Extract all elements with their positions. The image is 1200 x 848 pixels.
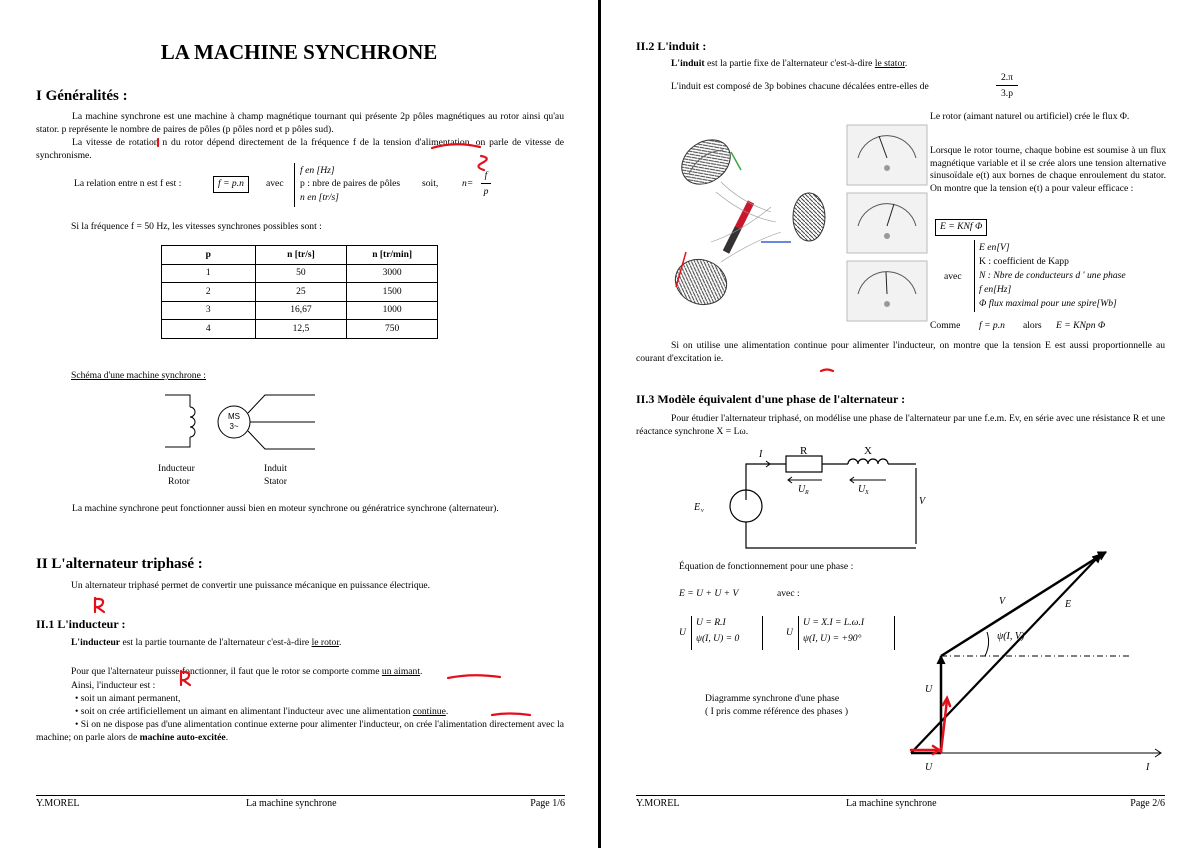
schema-inducteur-label: Inducteur bbox=[158, 463, 195, 474]
paragraph-generalites-2: La vitesse de rotation n du rotor dépend directement de la fréquence f de la tension d'alimentation, on parle de vitesse de synchronisme. bbox=[36, 137, 564, 161]
phase-shift-denominator: 3.p bbox=[1001, 88, 1013, 99]
kapp-def-e: E en[V] bbox=[979, 242, 1010, 253]
bullet-auto-excitee: • Si on ne dispose pas d'une alimentation continue externe pour alimenter l'inducteur, on crée l'alimentation directement avec la machine; on parle alors de machine auto-excitée. bbox=[36, 719, 564, 743]
circuit-ux-label: U bbox=[858, 484, 866, 495]
comme-alors: alors bbox=[1023, 320, 1042, 331]
table-cell: 1000 bbox=[347, 301, 438, 320]
relation-label: La relation entre n est f est : bbox=[74, 178, 182, 189]
equation-ur-1: U = R.I bbox=[696, 617, 726, 628]
relation-formula: f = p.n bbox=[213, 176, 249, 193]
equation-avec: avec : bbox=[777, 588, 800, 599]
circuit-current-label: I bbox=[759, 449, 763, 460]
paragraph-rotor-tourne: Lorsque le rotor tourne, chaque bobine est soumise à un flux magnétique variable et il se crée alors une tension alternative sinusoïdale e(t) aux bornes de chaque enroulement du stator. On montre que la tension e(t) a pour valeur efficace : bbox=[930, 145, 1166, 194]
relation-fraction-den: p bbox=[483, 186, 489, 197]
relation-def-n: n en [tr/s] bbox=[300, 192, 339, 203]
kapp-def-k: K : coefficient de Kapp bbox=[979, 256, 1069, 267]
kapp-def-n: N : Nbre de conducteurs d ' une phase bbox=[979, 270, 1126, 281]
bullet-alimentation-continue: • soit on crée artificiellement un aimant en alimentant l'inducteur avec une alimentation continue. bbox=[75, 706, 449, 717]
frequency-sentence: Si la fréquence f = 50 Hz, les vitesses synchrones possibles sont : bbox=[71, 221, 322, 232]
kapp-avec: avec bbox=[944, 271, 962, 282]
section-2-heading: II L'alternateur triphasé : bbox=[36, 556, 203, 572]
section-2-3-heading: II.3 Modèle équivalent d'une phase de l'alternateur : bbox=[636, 392, 906, 406]
footer-page-number: Page 1/6 bbox=[530, 798, 565, 809]
page-title: LA MACHINE SYNCHRONE bbox=[160, 40, 438, 64]
page-2: II.2 L'induit : L'induit est la partie fixe de l'alternateur c'est-à-dire le stator. L'induit est composé de 3p bobines chacune décalées entre-elles de 2.π 3.p Le rotor (aimant naturel ou artificiel) crée le flux Φ. Lorsque le rotor tourne, chaque bobine est soumise à un flux magnétique variable et il se crée alors une tension alternative sinusoïdale e(t) aux bornes de chaque enroulement du stator. On montre que la tension e(t) a pour valeur efficace : E = KNf Φ avec E en[V] K : coefficient de Kapp N : Nbre de conducteurs d ' une phase f en[Hz] Φ flux maximal pour une spire[Wb] Comme f = p.n alors E = KNpn Φ Si on utilise une alimentation continue pour alimenter l'inducteur, on montre que la tension E est aussi proportionnelle au courant d'excitation ie. II.3 Modèle équivalent d'une phase de l'alternateur : Pour étudier l'alternateur triphasé, on modélise une phase de l'alternateur par une f.e.m. Ev, en série avec une résistance R et une réactance synchrone X = Lω. I R X U R U X E v V Équation de fonctionnement pour une phase : E = U + U + V avec : U U = R.I ψ(I, U) = 0 U U = X.I = L.ω.I ψ(I, U) = +90° Diagramme synchrone d'une phase ( I pris comme référence des phases ) V E ψ(I, V) U U I Y.MOREL La machine synchrone Page 2/6 bbox=[601, 0, 1200, 848]
kapp-def-f: f en[Hz] bbox=[979, 284, 1012, 295]
comme-e-formula: E = KNpn Φ bbox=[1056, 320, 1106, 331]
paragraph-rotor-flux: Le rotor (aimant naturel ou artificiel) crée le flux Φ. bbox=[930, 111, 1130, 122]
table-cell: 1500 bbox=[347, 283, 438, 302]
table-header-p: p bbox=[162, 246, 256, 265]
comme-label: Comme bbox=[930, 320, 961, 331]
paragraph-alternateur: Un alternateur triphasé permet de convertir une puissance mécanique en puissance électrique. bbox=[71, 580, 431, 591]
schema-title: Schéma d'une machine synchrone : bbox=[71, 370, 206, 381]
table-cell: 4 bbox=[162, 320, 256, 339]
phasor-v-label: V bbox=[999, 596, 1006, 607]
bullet-3-text: • Si on ne dispose pas d'une alimentation continue externe pour alimenter l'inducteur, on crée l'alimentation directement avec la machine; on parle alors de bbox=[36, 719, 564, 743]
term-inducteur: L'inducteur bbox=[71, 637, 121, 648]
circuit-r-label: R bbox=[800, 445, 808, 457]
bullet-2-text: • soit on crée artificiellement un aimant en alimentant l'inducteur avec une alimentation bbox=[75, 706, 413, 717]
table-cell: 3 bbox=[162, 301, 256, 320]
phasor-e-label: E bbox=[1065, 599, 1072, 610]
equation-main: E = U + U + V bbox=[679, 588, 739, 599]
svg-text:R: R bbox=[805, 490, 809, 496]
svg-text:v: v bbox=[701, 508, 704, 514]
footer-title: La machine synchrone bbox=[846, 798, 937, 809]
schema-stator-label: Stator bbox=[264, 476, 287, 487]
induit-def-text: est la partie fixe de l'alternateur c'est-à-dire bbox=[704, 58, 875, 69]
paragraph-ainsi: Ainsi, l'inducteur est : bbox=[71, 680, 156, 691]
relation-fraction-num: f bbox=[481, 170, 491, 184]
svg-text:X: X bbox=[865, 490, 869, 496]
schema-rotor-label: Rotor bbox=[168, 476, 190, 487]
phasor-ur-label: U bbox=[925, 762, 933, 773]
term-auto-excitee: machine auto-excitée bbox=[139, 731, 226, 743]
relation-def-f: f en [Hz] bbox=[300, 165, 335, 176]
diagram-title: Diagramme synchrone d'une phase bbox=[705, 693, 840, 704]
paragraph-alimentation-continue: Si on utilise une alimentation continue pour alimenter l'inducteur, on montre que la tension E est aussi proportionnelle au courant d'excitation ie. bbox=[636, 340, 1165, 364]
aimant-text: Pour que l'alternateur puisse fonctionner, il faut que le rotor se comporte comme bbox=[71, 666, 382, 677]
schema-ms-label: MS bbox=[228, 412, 240, 421]
term-aimant: un aimant bbox=[381, 666, 421, 677]
phasor-angle-label: ψ(I, V) bbox=[997, 631, 1025, 642]
handwritten-annotations bbox=[0, 0, 598, 848]
paragraph-induit-bobines: L'induit est composé de 3p bobines chacune décalées entre-elles de bbox=[671, 81, 929, 92]
page-1 bbox=[0, 0, 598, 848]
schema-induit-label: Induit bbox=[264, 463, 287, 474]
term-continue: continue bbox=[412, 706, 446, 717]
phasor-i-label: I bbox=[1146, 762, 1150, 773]
footer-page-number: Page 2/6 bbox=[1130, 798, 1165, 809]
diagram-subtitle: ( I pris comme référence des phases ) bbox=[705, 706, 849, 717]
kapp-def-phi: Φ flux maximal pour une spire[Wb] bbox=[979, 298, 1117, 309]
circuit-emf-label: E bbox=[694, 502, 701, 513]
kapp-formula: E = KNf Φ bbox=[935, 219, 987, 236]
term-stator: le stator bbox=[874, 58, 905, 69]
relation-n-eq: n= bbox=[462, 178, 474, 189]
term-induit: L'induit bbox=[671, 58, 705, 69]
table-cell: 750 bbox=[347, 320, 438, 339]
paragraph-induit-def: L'induit est la partie fixe de l'alternateur c'est-à-dire le stator. bbox=[671, 58, 908, 69]
table-header-n-trs: n [tr/s] bbox=[255, 246, 347, 265]
comme-f-formula: f = p.n bbox=[979, 320, 1005, 331]
table-cell: 25 bbox=[255, 283, 347, 302]
relation-avec: avec bbox=[266, 178, 284, 189]
handwritten-annotation-ie bbox=[601, 0, 1200, 848]
footer-author: Y.MOREL bbox=[636, 798, 680, 809]
paragraph-generalites-1: La machine synchrone est une machine à champ magnétique tournant qui présente 2p pôles magnétiques au rotor ainsi qu'au stator. p représente le nombre de paires de pôles (p pôles nord et p pôles sud). bbox=[36, 111, 564, 135]
table-cell: 50 bbox=[255, 264, 347, 283]
paragraph-inducteur-def: L'inducteur est la partie tournante de l'alternateur c'est-à-dire le rotor. bbox=[71, 637, 342, 648]
circuit-ur-label: U bbox=[798, 484, 806, 495]
paragraph-aimant: Pour que l'alternateur puisse fonctionner, il faut que le rotor se comporte comme un aimant. bbox=[71, 666, 423, 677]
relation-soit: soit, bbox=[422, 178, 439, 189]
phasor-ux-label: U bbox=[925, 684, 933, 695]
equation-ur-2: ψ(I, U) = 0 bbox=[696, 633, 740, 644]
section-2-2-heading: II.2 L'induit : bbox=[636, 39, 707, 53]
bullet-aimant-permanent: • soit un aimant permanent, bbox=[75, 693, 181, 704]
table-header-n-trmin: n [tr/min] bbox=[347, 246, 438, 265]
section-1-heading: I Généralités : bbox=[36, 88, 128, 104]
term-rotor: le rotor bbox=[311, 637, 340, 648]
equation-title: Équation de fonctionnement pour une phase : bbox=[679, 561, 854, 572]
inducteur-def-text: est la partie tournante de l'alternateur c'est-à-dire bbox=[120, 637, 312, 648]
equation-ux-2: ψ(I, U) = +90° bbox=[803, 633, 862, 644]
table-cell: 1 bbox=[162, 264, 256, 283]
paragraph-modele: Pour étudier l'alternateur triphasé, on modélise une phase de l'alternateur par une f.e.m. Ev, en série avec une résistance R et une réactance synchrone X = Lω. bbox=[636, 413, 1165, 437]
equation-ux-1: U = X.I = L.ω.I bbox=[803, 617, 865, 628]
footer-author: Y.MOREL bbox=[36, 798, 80, 809]
table-cell: 3000 bbox=[347, 264, 438, 283]
paragraph-moteur-generatrice: La machine synchrone peut fonctionner aussi bien en moteur synchrone ou génératrice synchrone (alternateur). bbox=[72, 503, 499, 514]
phase-shift-numerator: 2.π bbox=[996, 72, 1018, 86]
table-cell: 12,5 bbox=[255, 320, 347, 339]
relation-def-p: p : nbre de paires de pôles bbox=[300, 178, 401, 189]
footer-title: La machine synchrone bbox=[246, 798, 337, 809]
footer-page-1 bbox=[36, 795, 565, 809]
circuit-v-label: V bbox=[919, 496, 926, 507]
footer-page-2 bbox=[636, 795, 1165, 809]
table-cell: 2 bbox=[162, 283, 256, 302]
schema-ms-phase-label: 3~ bbox=[229, 422, 239, 431]
table-cell: 16,67 bbox=[255, 301, 347, 320]
section-2-1-heading: II.1 L'inducteur : bbox=[36, 617, 126, 631]
circuit-x-label: X bbox=[864, 445, 872, 457]
